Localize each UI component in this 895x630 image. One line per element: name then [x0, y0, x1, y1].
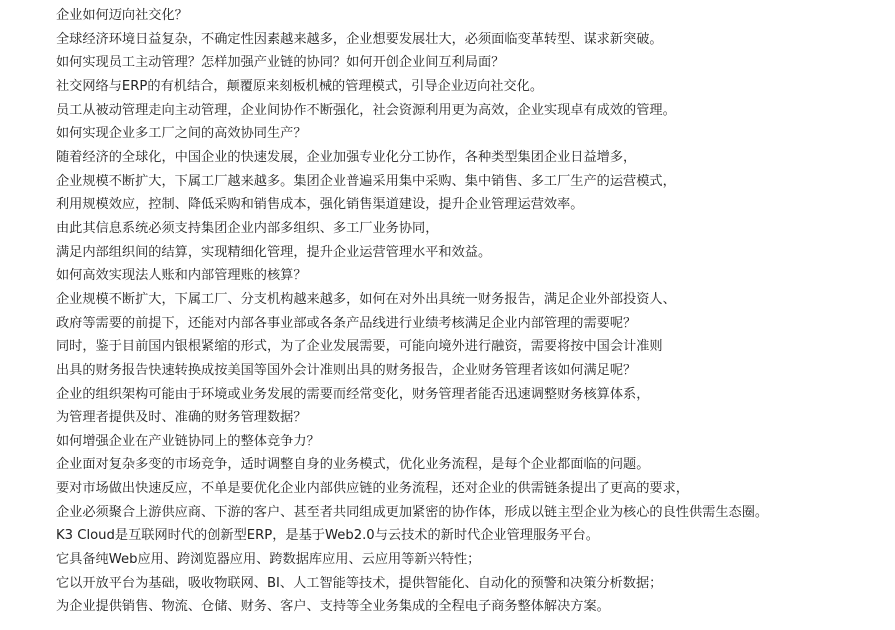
paragraph-line: 同时，鉴于目前国内银根紧缩的形式，为了企业发展需要，可能向境外进行融资，需要将按中国会计准则	[56, 339, 663, 355]
heading-supply-chain: 如何增强企业在产业链协同上的整体竞争力？	[56, 433, 320, 449]
paragraph-line: 如何实现员工主动管理？怎样加强产业链的协同？如何开创企业间互利局面？	[56, 55, 505, 71]
paragraph-line: K3 Cloud是互联网时代的创新型ERP，是基于Web2.0与云技术的新时代企业管理服务平台。	[56, 528, 599, 544]
paragraph-line: 企业规模不断扩大，下属工厂、分支机构越来越多，如何在对外出具统一财务报告，满足企业外部投资人、	[56, 291, 676, 307]
paragraph-line: 要对市场做出快速反应，不单是要优化企业内部供应链的业务流程，还对企业的供需链条提出了更高的要求，	[56, 481, 689, 497]
paragraph-line: 为管理者提供及时、准确的财务管理数据？	[56, 410, 307, 426]
paragraph-line: 由此其信息系统必须支持集团企业内部多组织、多工厂业务协同，	[56, 220, 439, 236]
paragraph-line: 全球经济环境日益复杂，不确定性因素越来越多，企业想要发展壮大，必须面临变革转型、谋求新突破。	[56, 31, 663, 47]
paragraph-line: 随着经济的全球化，中国企业的快速发展，企业加强专业化分工协作，各种类型集团企业日益增多，	[56, 149, 637, 165]
paragraph-line: 企业规模不断扩大，下属工厂越来越多。集团企业普遍采用集中采购、集中销售、多工厂生产的运营模式，	[56, 173, 676, 189]
paragraph-line: 利用规模效应，控制、降低采购和销售成本，强化销售渠道建设，提升企业管理运营效率。	[56, 197, 584, 213]
paragraph-line: 社交网络与ERP的有机结合，颠覆原来刻板机械的管理模式，引导企业迈向社交化。	[56, 78, 544, 94]
paragraph-line: 为企业提供销售、物流、仓储、财务、客户、支持等全业务集成的全程电子商务整体解决方案。	[56, 599, 610, 615]
heading-multi-factory: 如何实现企业多工厂之间的高效协同生产？	[56, 126, 307, 142]
paragraph-line: 它具备纯Web应用、跨浏览器应用、跨数据库应用、云应用等新兴特性；	[56, 552, 481, 568]
paragraph-line: 满足内部组织间的结算，实现精细化管理，提升企业运营管理水平和效益。	[56, 244, 492, 260]
heading-accounting: 如何高效实现法人账和内部管理账的核算？	[56, 268, 307, 284]
paragraph-line: 员工从被动管理走向主动管理，企业间协作不断强化，社会资源利用更为高效，企业实现卓有成效的管理。	[56, 102, 676, 118]
paragraph-line: 企业面对复杂多变的市场竞争，适时调整自身的业务模式，优化业务流程，是每个企业都面临的问题。	[56, 457, 650, 473]
paragraph-line: 企业的组织架构可能由于环境或业务发展的需要而经常变化，财务管理者能否迅速调整财务核算体系，	[56, 386, 650, 402]
heading-social: 企业如何迈向社交化？	[56, 8, 188, 23]
paragraph-line: 它以开放平台为基础，吸收物联网、BI、人工智能等技术，提供智能化、自动化的预警和决策分析数据；	[56, 575, 663, 591]
paragraph-line: 政府等需要的前提下，还能对内部各事业部或各条产品线进行业绩考核满足企业内部管理的需要呢？	[56, 315, 637, 331]
paragraph-line: 企业必须聚合上游供应商、下游的客户、甚至者共同组成更加紧密的协作体，形成以链主型企业为核心的良性供需生态圈。	[56, 504, 769, 520]
paragraph-line: 出具的财务报告快速转换成按美国等国外会计准则出具的财务报告，企业财务管理者该如何满足呢？	[56, 362, 637, 378]
